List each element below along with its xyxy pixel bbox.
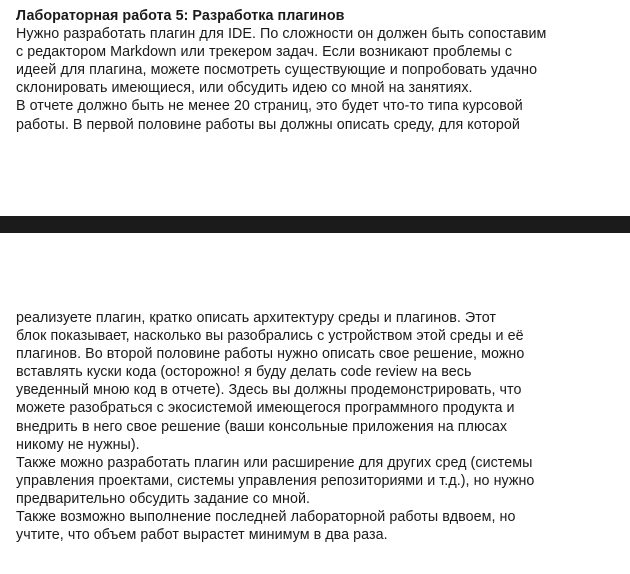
paragraph-line: работы. В первой половине работы вы должны описать среду, для которой <box>16 116 520 133</box>
paragraph-line: предварительно обсудить задание со мной. <box>16 490 311 507</box>
paragraph-line: склонировать имеющиеся, или обсудить идею со мной на занятиях. <box>16 80 473 97</box>
paragraph-line: управления проектами, системы управления репозиториями и т.д.), но нужно <box>16 472 535 489</box>
page-top-text <box>16 7 616 134</box>
paragraph-line: можете разобраться с экосистемой имеющегося программного продукта и <box>16 400 515 417</box>
paragraph-line: учтите, что объем работ вырастет минимум в два раза. <box>16 527 388 544</box>
paragraph-line: блок показывает, насколько вы разобрались с устройством этой среды и её <box>16 328 524 345</box>
paragraph-line: внедрить в него свое решение (ваши консольные приложения на плюсах <box>16 418 508 435</box>
paragraph-line: Нужно разработать плагин для IDE. По сложности он должен быть сопоставим <box>16 26 547 43</box>
paragraph-line: уведенный мною код в отчете). Здесь вы должны продемонстрировать, что <box>16 382 522 399</box>
paragraph-line: вставлять куски кода (осторожно! я буду делать code review на весь <box>16 364 472 381</box>
paragraph-line: идеей для плагина, можете посмотреть существующие и попробовать удачно <box>16 62 538 79</box>
paragraph-line: плагинов. Во второй половине работы нужно описать свое решение, можно <box>16 346 525 363</box>
paragraph-line: Также возможно выполнение последней лабораторной работы вдвоем, но <box>16 509 516 526</box>
paragraph-line: никому не нужны). <box>16 436 140 453</box>
paragraph-line: реализуете плагин, кратко описать архитектуру среды и плагинов. Этот <box>16 310 496 326</box>
paragraph-line: В отчете должно быть не менее 20 страниц, это будет что-то типа курсовой <box>16 98 523 115</box>
lab-title: Лабораторная работа 5: Разработка плагинов <box>16 8 345 24</box>
paragraph-line: Также можно разработать плагин или расширение для других сред (системы <box>16 454 533 471</box>
page-bottom-text <box>16 309 616 544</box>
page-break-bar <box>0 216 630 233</box>
paragraph-line: с редактором Markdown или трекером задач. Если возникают проблемы с <box>16 44 513 61</box>
